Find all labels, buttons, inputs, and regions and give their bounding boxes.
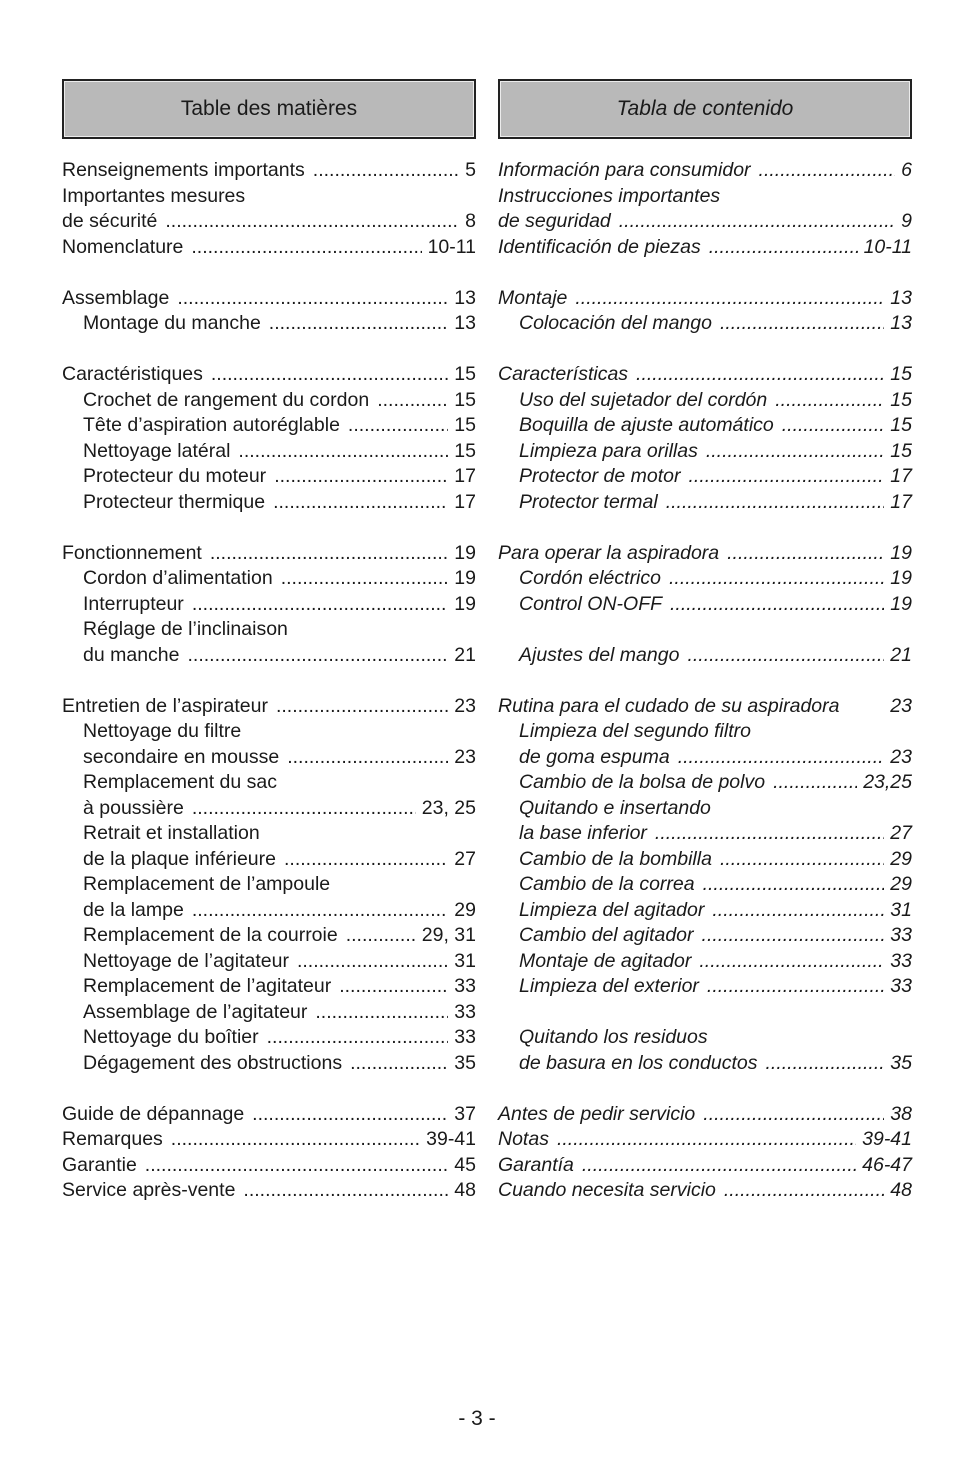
toc-entry-title: Instrucciones importantes bbox=[498, 184, 721, 207]
toc-page-number: 13 bbox=[890, 312, 912, 334]
dot-leader bbox=[699, 949, 884, 975]
dot-leader bbox=[703, 872, 885, 898]
dot-leader bbox=[274, 464, 448, 490]
dot-leader bbox=[187, 643, 448, 669]
toc-entry-title: du manche bbox=[83, 643, 180, 666]
toc-entry bbox=[498, 694, 912, 720]
toc-entry bbox=[498, 974, 912, 1000]
toc-entry-title: Notas bbox=[498, 1128, 549, 1150]
toc-entry-title: Quitando e insertando bbox=[519, 796, 711, 819]
toc-entry-title: Protecteur du moteur bbox=[83, 465, 267, 487]
toc-entry bbox=[62, 362, 476, 388]
toc-entry-title: Cambio de la bolsa de polvo bbox=[519, 771, 766, 793]
toc-entry-title: Cuando necesita servicio bbox=[498, 1179, 716, 1201]
toc-entry bbox=[62, 592, 476, 618]
toc-entry bbox=[498, 235, 912, 261]
toc-entry-title: Protector termal bbox=[519, 490, 658, 513]
toc-page-number: 33 bbox=[454, 1026, 476, 1048]
dot-leader bbox=[759, 158, 896, 184]
toc-entry-title: Entretien de l’aspirateur bbox=[62, 694, 268, 717]
toc-entry-title: Assemblage de l’agitateur bbox=[83, 1000, 308, 1023]
dot-leader bbox=[687, 643, 884, 669]
toc-entry bbox=[62, 694, 476, 720]
dot-leader bbox=[377, 388, 448, 414]
toc-page-number: 33 bbox=[454, 1000, 476, 1023]
toc-page-number: 15 bbox=[454, 363, 476, 385]
dot-leader bbox=[177, 286, 448, 312]
dot-leader bbox=[269, 311, 449, 337]
toc-page-number: 10-11 bbox=[427, 235, 476, 258]
toc-page-number: 6 bbox=[901, 159, 912, 181]
toc-entry bbox=[498, 439, 912, 465]
toc-entry bbox=[498, 923, 912, 949]
toc-entry-title: Garantía bbox=[498, 1153, 574, 1176]
toc-entry-title: Nettoyage du boîtier bbox=[83, 1026, 259, 1048]
dot-leader bbox=[348, 413, 448, 439]
dot-leader bbox=[655, 821, 884, 847]
toc-entry-title: Remplacement de la courroie bbox=[83, 924, 338, 946]
toc-entry bbox=[62, 311, 476, 337]
toc-entry bbox=[62, 464, 476, 490]
toc-entry bbox=[498, 949, 912, 975]
dot-leader bbox=[171, 1127, 420, 1153]
dot-leader bbox=[192, 592, 448, 618]
toc-entry-title: Nettoyage de l’agitateur bbox=[83, 949, 289, 972]
toc-entry-title: à poussière bbox=[83, 796, 184, 819]
toc-entry bbox=[62, 974, 476, 1000]
toc-entry-title: Limpieza del segundo filtro bbox=[519, 720, 751, 742]
toc-page-number: 39-41 bbox=[426, 1128, 476, 1150]
toc-page-number: 19 bbox=[890, 541, 912, 564]
dot-leader bbox=[582, 1153, 856, 1179]
toc-entry bbox=[62, 286, 476, 312]
toc-page-number: 5 bbox=[465, 159, 476, 181]
toc-entry bbox=[498, 643, 912, 669]
toc-page-number: 29 bbox=[890, 873, 912, 895]
toc-entry-title: Cordón eléctrico bbox=[519, 567, 661, 589]
toc-entry-title: Crochet de rangement du cordon bbox=[83, 388, 370, 411]
toc-entry-title: Réglage de l’inclinaison bbox=[83, 618, 288, 640]
toc-entry bbox=[62, 821, 476, 847]
dot-leader bbox=[192, 898, 448, 924]
dot-leader bbox=[281, 566, 449, 592]
dot-leader bbox=[670, 592, 884, 618]
dot-leader bbox=[775, 388, 884, 414]
toc-entry bbox=[62, 158, 476, 184]
toc-entry bbox=[498, 490, 912, 516]
toc-page-number: 19 bbox=[890, 567, 912, 589]
toc-entry bbox=[62, 1025, 476, 1051]
dot-leader bbox=[273, 490, 448, 516]
dot-leader bbox=[339, 974, 448, 1000]
toc-entry bbox=[498, 464, 912, 490]
toc-page-number: 15 bbox=[454, 388, 476, 411]
toc-entry-title: Limpieza del agitador bbox=[519, 898, 705, 921]
toc-page-number: 23 bbox=[890, 694, 912, 717]
toc-entry bbox=[498, 847, 912, 873]
toc-entry bbox=[62, 898, 476, 924]
toc-page-number: 33 bbox=[890, 924, 912, 946]
toc-page-number: 13 bbox=[890, 286, 912, 309]
toc-page-number: 38 bbox=[890, 1102, 912, 1125]
toc-page-number: 33 bbox=[890, 949, 912, 972]
toc-entry-title: Renseignements importants bbox=[62, 159, 305, 181]
toc-entry bbox=[62, 923, 476, 949]
toc-page-number: 15 bbox=[890, 388, 912, 411]
dot-leader bbox=[703, 1102, 884, 1128]
toc-page-number: 48 bbox=[454, 1179, 476, 1201]
toc-entry-title: Remplacement du sac bbox=[83, 771, 278, 793]
toc-entry bbox=[62, 949, 476, 975]
toc-entry bbox=[498, 286, 912, 312]
toc-entry-title: de seguridad bbox=[498, 210, 611, 232]
toc-entry-title: Fonctionnement bbox=[62, 541, 202, 564]
toc-page-number: 35 bbox=[454, 1051, 476, 1074]
toc-entry bbox=[498, 158, 912, 184]
toc-entry bbox=[498, 1153, 912, 1179]
toc-page-number: 23, 25 bbox=[421, 796, 476, 819]
french-toc-heading: Table des matières bbox=[62, 79, 476, 139]
toc-entry-title: Nettoyage du filtre bbox=[83, 720, 242, 742]
dot-leader bbox=[619, 209, 895, 235]
toc-page-number: 31 bbox=[890, 898, 912, 921]
dot-leader bbox=[210, 541, 448, 567]
toc-entry-title: de basura en los conductos bbox=[519, 1051, 758, 1074]
toc-entry bbox=[62, 1127, 476, 1153]
toc-entry bbox=[498, 745, 912, 771]
toc-page-number: 29 bbox=[890, 847, 912, 870]
toc-entry bbox=[62, 745, 476, 771]
toc-entry bbox=[498, 388, 912, 414]
toc-entry-title: Protecteur thermique bbox=[83, 490, 266, 513]
toc-entry bbox=[62, 1178, 476, 1204]
toc-page-number: 23 bbox=[454, 745, 476, 768]
toc-entry bbox=[498, 1051, 912, 1077]
dot-leader bbox=[720, 847, 884, 873]
toc-entry-title: Quitando los residuos bbox=[519, 1026, 708, 1048]
toc-entry-title: Nomenclature bbox=[62, 235, 184, 258]
toc-entry-title: de sécurité bbox=[62, 210, 158, 232]
toc-page-number: 48 bbox=[890, 1179, 912, 1201]
toc-entry-title: Nettoyage latéral bbox=[83, 439, 231, 462]
dot-leader bbox=[720, 311, 884, 337]
toc-entry bbox=[62, 1153, 476, 1179]
dot-leader bbox=[706, 439, 884, 465]
toc-entry bbox=[62, 413, 476, 439]
toc-entry-title: de goma espuma bbox=[519, 745, 670, 768]
toc-page-number: 19 bbox=[454, 567, 476, 589]
dot-leader bbox=[346, 923, 416, 949]
toc-entry bbox=[498, 1025, 912, 1051]
toc-entry bbox=[498, 719, 912, 745]
toc-entry-title: de la plaque inférieure bbox=[83, 847, 276, 870]
toc-entry-title: Identificación de piezas bbox=[498, 235, 701, 258]
dot-leader bbox=[284, 847, 448, 873]
dot-leader bbox=[766, 1051, 885, 1077]
toc-entry-title: Remarques bbox=[62, 1128, 163, 1150]
toc-page-number: 29, 31 bbox=[421, 924, 476, 946]
toc-entry bbox=[498, 898, 912, 924]
toc-page-number: 37 bbox=[454, 1102, 476, 1125]
toc-entry-title: Importantes mesures bbox=[62, 184, 246, 207]
toc-entry-title: Montaje bbox=[498, 286, 568, 309]
dot-leader bbox=[192, 796, 416, 822]
toc-entry-title: Ajustes del mango bbox=[519, 643, 680, 666]
page-number: - 3 - bbox=[458, 1407, 496, 1430]
toc-entry bbox=[62, 1000, 476, 1026]
toc-page-number: 27 bbox=[454, 847, 476, 870]
toc-entry bbox=[62, 566, 476, 592]
toc-page-number: 8 bbox=[465, 210, 476, 232]
toc-page-number: 13 bbox=[454, 286, 476, 309]
dot-leader bbox=[276, 694, 448, 720]
toc-entry bbox=[498, 592, 912, 618]
dot-leader bbox=[313, 158, 459, 184]
toc-entry bbox=[498, 311, 912, 337]
toc-page-number: 15 bbox=[454, 439, 476, 462]
toc-page-number: 9 bbox=[901, 210, 912, 232]
toc-entry bbox=[62, 643, 476, 669]
toc-page-number: 23,25 bbox=[863, 771, 912, 793]
dot-leader bbox=[712, 898, 884, 924]
dot-leader bbox=[727, 541, 884, 567]
dot-leader bbox=[165, 209, 459, 235]
french-toc-column bbox=[62, 79, 476, 1204]
dot-leader bbox=[211, 362, 448, 388]
toc-entry-title: Remplacement de l’agitateur bbox=[83, 975, 332, 997]
dot-leader bbox=[636, 362, 884, 388]
toc-page-number: 27 bbox=[890, 822, 912, 844]
dot-leader bbox=[350, 1051, 448, 1077]
dot-leader bbox=[782, 413, 885, 439]
toc-entry-title: Montaje de agitador bbox=[519, 949, 692, 972]
toc-entry-title: Remplacement de l’ampoule bbox=[83, 873, 331, 895]
toc-page-number: 17 bbox=[890, 465, 912, 487]
dot-leader bbox=[145, 1153, 449, 1179]
dot-leader bbox=[297, 949, 448, 975]
toc-entry bbox=[62, 770, 476, 796]
toc-page-number: 15 bbox=[890, 414, 912, 436]
toc-entry-title: la base inferior bbox=[519, 822, 647, 844]
toc-entry-title: Garantie bbox=[62, 1153, 137, 1176]
dot-leader bbox=[315, 1000, 448, 1026]
toc-entry-title: Cambio de la correa bbox=[519, 873, 695, 895]
toc-page-number: 15 bbox=[454, 414, 476, 436]
toc-entry bbox=[62, 1102, 476, 1128]
toc-entry bbox=[62, 719, 476, 745]
dot-leader bbox=[678, 745, 885, 771]
toc-entry bbox=[62, 184, 476, 210]
toc-entry-title: Service après-vente bbox=[62, 1179, 236, 1201]
dot-leader bbox=[669, 566, 884, 592]
toc-entry-title: Antes de pedir servicio bbox=[498, 1102, 696, 1125]
toc-page-number: 23 bbox=[454, 694, 476, 717]
dot-leader bbox=[267, 1025, 449, 1051]
toc-entry bbox=[62, 388, 476, 414]
toc-entry bbox=[62, 617, 476, 643]
toc-page-number: 39-41 bbox=[862, 1128, 912, 1150]
toc-page-number: 13 bbox=[454, 312, 476, 334]
toc-page-number: 17 bbox=[454, 465, 476, 487]
toc-entry-title: Información para consumidor bbox=[498, 159, 751, 181]
toc-page-number: 33 bbox=[890, 975, 912, 997]
toc-entry-title: secondaire en mousse bbox=[83, 745, 280, 768]
toc-entry-title: Caractéristiques bbox=[62, 363, 203, 385]
dot-leader bbox=[557, 1127, 856, 1153]
toc-entry-title: Limpieza del exterior bbox=[519, 975, 699, 997]
toc-entry-title: Interrupteur bbox=[83, 592, 184, 615]
toc-page-number: 15 bbox=[890, 439, 912, 462]
dot-leader bbox=[666, 490, 885, 516]
toc-entry-title: Protector de motor bbox=[519, 465, 681, 487]
toc-entry bbox=[62, 872, 476, 898]
dot-leader bbox=[773, 770, 857, 796]
toc-entry-title: Uso del sujetador del cordón bbox=[519, 388, 768, 411]
toc-entry-title: Tête d’aspiration autoréglable bbox=[83, 414, 340, 436]
toc-page-number: 19 bbox=[890, 592, 912, 615]
toc-entry bbox=[62, 490, 476, 516]
dot-leader bbox=[575, 286, 884, 312]
spanish-toc-column bbox=[498, 79, 912, 1204]
toc-entry-title: Montage du manche bbox=[83, 312, 261, 334]
toc-entry-title: Boquilla de ajuste automático bbox=[519, 414, 774, 436]
toc-entry bbox=[498, 770, 912, 796]
dot-leader bbox=[243, 1178, 448, 1204]
toc-entry-title: Assemblage bbox=[62, 286, 170, 309]
toc-entry bbox=[498, 541, 912, 567]
dot-leader bbox=[724, 1178, 884, 1204]
toc-entry-title: Retrait et installation bbox=[83, 822, 260, 844]
toc-entry bbox=[498, 184, 912, 210]
toc-entry bbox=[498, 796, 912, 822]
toc-page-number: 17 bbox=[890, 490, 912, 513]
dot-leader bbox=[709, 235, 858, 261]
toc-page-number: 10-11 bbox=[863, 235, 912, 258]
toc-entry bbox=[498, 362, 912, 388]
dot-leader bbox=[238, 439, 448, 465]
toc-entry bbox=[62, 1051, 476, 1077]
toc-entry-title: Cambio del agitador bbox=[519, 924, 694, 946]
toc-entry bbox=[62, 235, 476, 261]
dot-leader bbox=[707, 974, 884, 1000]
dot-leader bbox=[688, 464, 884, 490]
toc-page-number: 29 bbox=[454, 898, 476, 921]
toc-entry-title: Cordon d’alimentation bbox=[83, 567, 273, 589]
toc-page-number: 31 bbox=[454, 949, 476, 972]
toc-page-number: 19 bbox=[454, 592, 476, 615]
toc-entry bbox=[498, 1127, 912, 1153]
toc-entry-title: Guide de dépannage bbox=[62, 1102, 245, 1125]
toc-page-number: 17 bbox=[454, 490, 476, 513]
spanish-toc-heading: Tabla de contenido bbox=[498, 79, 912, 139]
toc-page-number: 45 bbox=[454, 1153, 476, 1176]
toc-entry-title: Para operar la aspiradora bbox=[498, 541, 720, 564]
dot-leader bbox=[287, 745, 448, 771]
toc-page-number: 35 bbox=[890, 1051, 912, 1074]
toc-entry bbox=[62, 209, 476, 235]
toc-page-number: 46-47 bbox=[862, 1153, 912, 1176]
toc-entry bbox=[498, 1178, 912, 1204]
toc-entry-title: de la lampe bbox=[83, 898, 184, 921]
toc-entry bbox=[62, 439, 476, 465]
dot-leader bbox=[702, 923, 885, 949]
french-toc-list bbox=[62, 158, 476, 1204]
toc-page-number: 15 bbox=[890, 363, 912, 385]
toc-page-number: 23 bbox=[890, 745, 912, 768]
toc-page-number: 19 bbox=[454, 541, 476, 564]
toc-entry bbox=[498, 821, 912, 847]
toc-entry-title: Rutina para el cudado de su aspiradora bbox=[498, 694, 840, 717]
toc-entry-title: Limpieza para orillas bbox=[519, 439, 698, 462]
dot-leader bbox=[191, 235, 421, 261]
spanish-toc-list bbox=[498, 158, 912, 1204]
toc-page-number: 33 bbox=[454, 975, 476, 997]
toc-entry-title: Características bbox=[498, 363, 629, 385]
toc-entry-title: Dégagement des obstructions bbox=[83, 1051, 343, 1074]
toc-entry bbox=[498, 413, 912, 439]
toc-entry-title: Cambio de la bombilla bbox=[519, 847, 712, 870]
toc-entry bbox=[498, 566, 912, 592]
dot-leader bbox=[252, 1102, 448, 1128]
toc-page-number: 21 bbox=[890, 643, 912, 666]
toc-entry bbox=[498, 209, 912, 235]
toc-entry-title: Control ON-OFF bbox=[519, 592, 663, 615]
toc-entry bbox=[498, 872, 912, 898]
toc-entry bbox=[498, 1102, 912, 1128]
toc-entry bbox=[62, 796, 476, 822]
toc-page-number: 21 bbox=[454, 643, 476, 666]
toc-entry-title: Colocación del mango bbox=[519, 312, 712, 334]
toc-entry bbox=[62, 541, 476, 567]
toc-entry bbox=[62, 847, 476, 873]
